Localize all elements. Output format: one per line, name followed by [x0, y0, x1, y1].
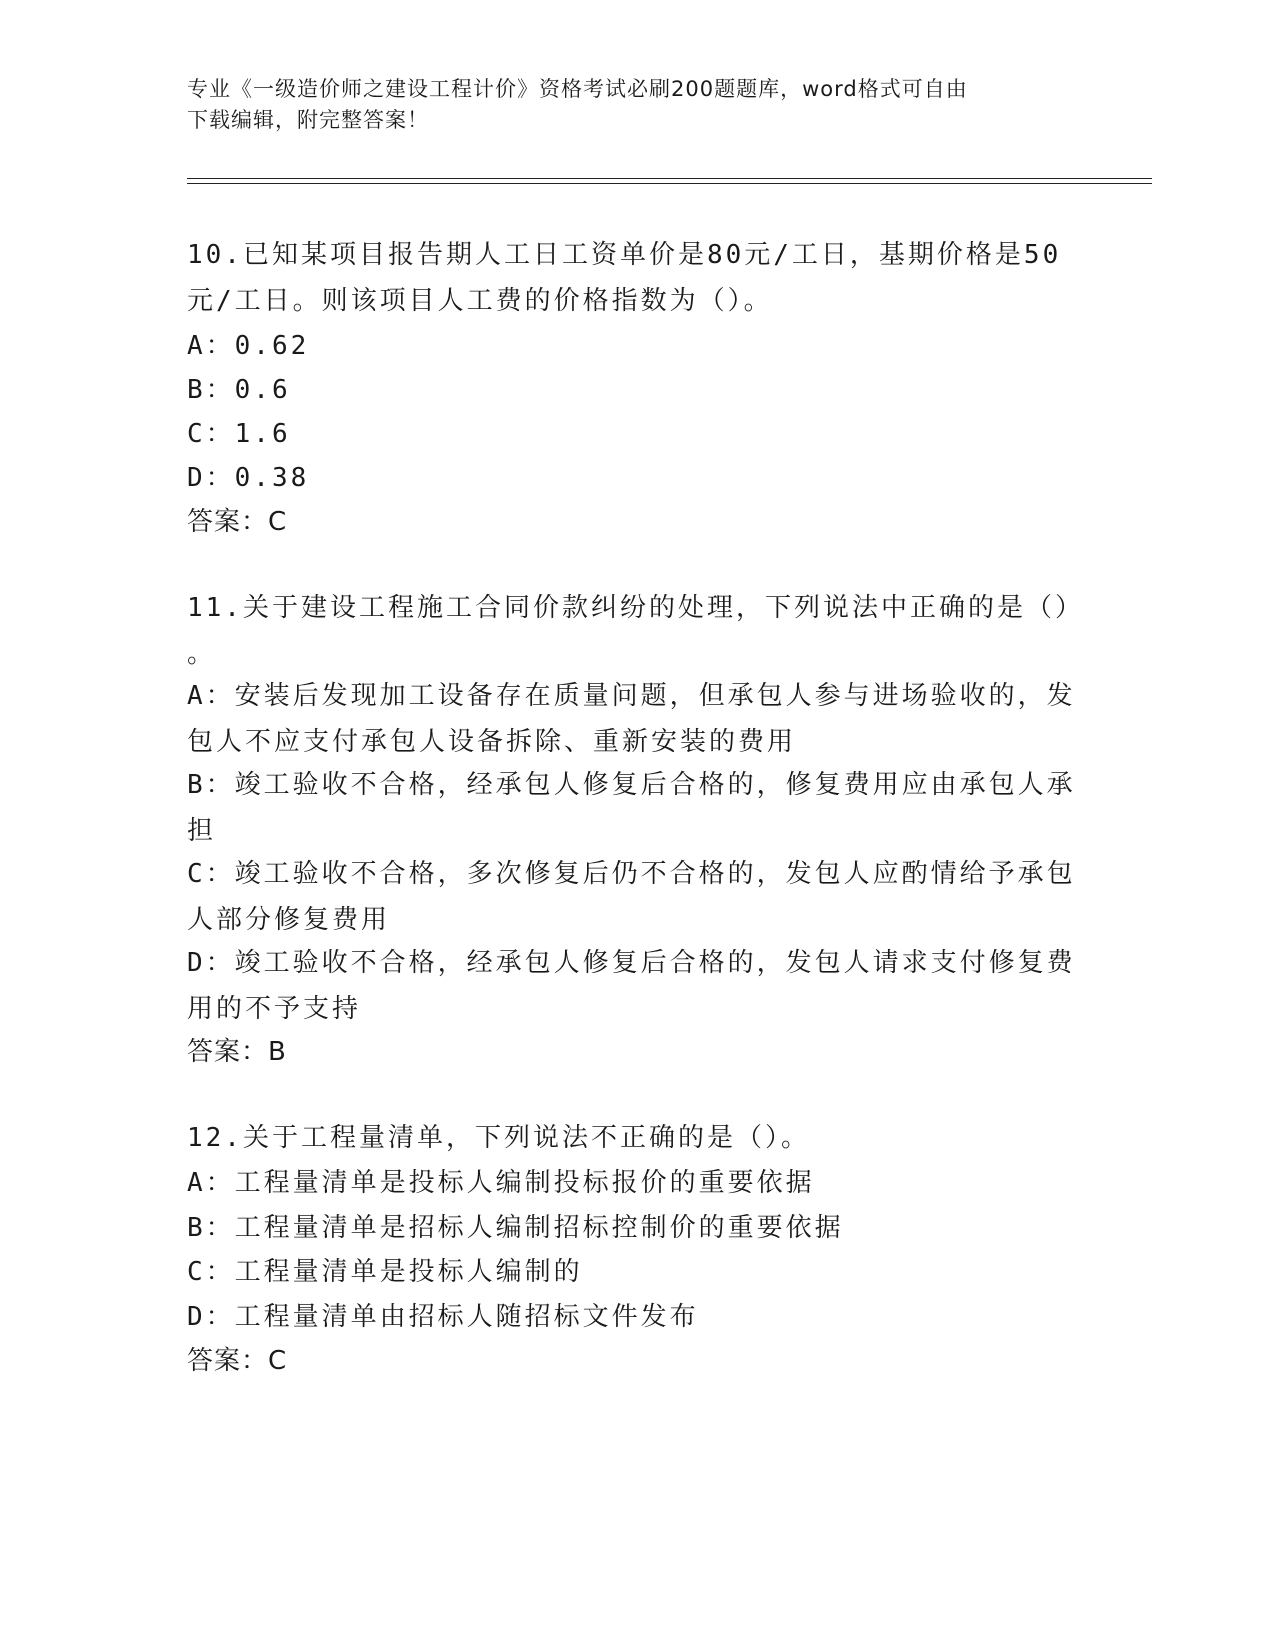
option-line: 包人不应支付承包人设备拆除、重新安装的费用 [187, 727, 797, 757]
option-line: 担 [187, 816, 217, 846]
question-text-line: 12.关于工程量清单，下列说法不正确的是（）。 [187, 1123, 810, 1153]
question-10-option-d: D：0.38 [187, 463, 310, 493]
header-divider-bottom [187, 183, 1152, 184]
option-line: D：竣工验收不合格，经承包人修复后合格的，发包人请求支付修复费 [187, 948, 1076, 978]
question-10-answer: 答案：C [187, 507, 288, 537]
option-line: A：安装后发现加工设备存在质量问题，但承包人参与进场验收的，发 [187, 681, 1076, 711]
option-line: 人部分修复费用 [187, 905, 391, 935]
question-12-option-b: B：工程量清单是招标人编制招标控制价的重要依据 [187, 1213, 844, 1243]
question-text-line: 。 [187, 639, 217, 669]
question-11-option-a [187, 673, 1077, 765]
question-12-option-c: C：工程量清单是投标人编制的 [187, 1257, 583, 1287]
option-line: 用的不予支持 [187, 994, 362, 1024]
question-12-option-a: A：工程量清单是投标人编制投标报价的重要依据 [187, 1168, 815, 1198]
header-line-1: 专业《一级造价师之建设工程计价》资格考试必刷200题题库，word格式可自由 [187, 77, 968, 101]
question-11-text [187, 585, 1084, 677]
question-12-text [187, 1115, 1077, 1161]
question-10-text [187, 232, 1077, 324]
question-10-option-a: A：0.62 [187, 331, 310, 361]
question-text-line: 11.关于建设工程施工合同价款纠纷的处理，下列说法中正确的是（） [187, 593, 1084, 623]
question-11-option-c [187, 851, 1077, 943]
question-10-option-c: C：1.6 [187, 419, 291, 449]
option-line: B：竣工验收不合格，经承包人修复后合格的，修复费用应由承包人承 [187, 770, 1076, 800]
header-line-2: 下载编辑，附完整答案！ [187, 108, 429, 132]
question-11-answer: 答案：B [187, 1037, 287, 1067]
question-10-option-b: B：0.6 [187, 375, 291, 405]
question-text-line: 元/工日。则该项目人工费的价格指数为（）。 [187, 286, 773, 316]
question-11-option-b [187, 762, 1077, 854]
question-12-option-d: D：工程量清单由招标人随招标文件发布 [187, 1302, 699, 1332]
header-divider-top [187, 178, 1152, 179]
question-12-answer: 答案：C [187, 1346, 288, 1376]
question-text-line: 10.已知某项目报告期人工日工资单价是80元/工日，基期价格是50 [187, 240, 1062, 270]
question-11-option-d [187, 940, 1077, 1032]
option-line: C：竣工验收不合格，多次修复后仍不合格的，发包人应酌情给予承包 [187, 859, 1076, 889]
document-header [187, 74, 1087, 136]
